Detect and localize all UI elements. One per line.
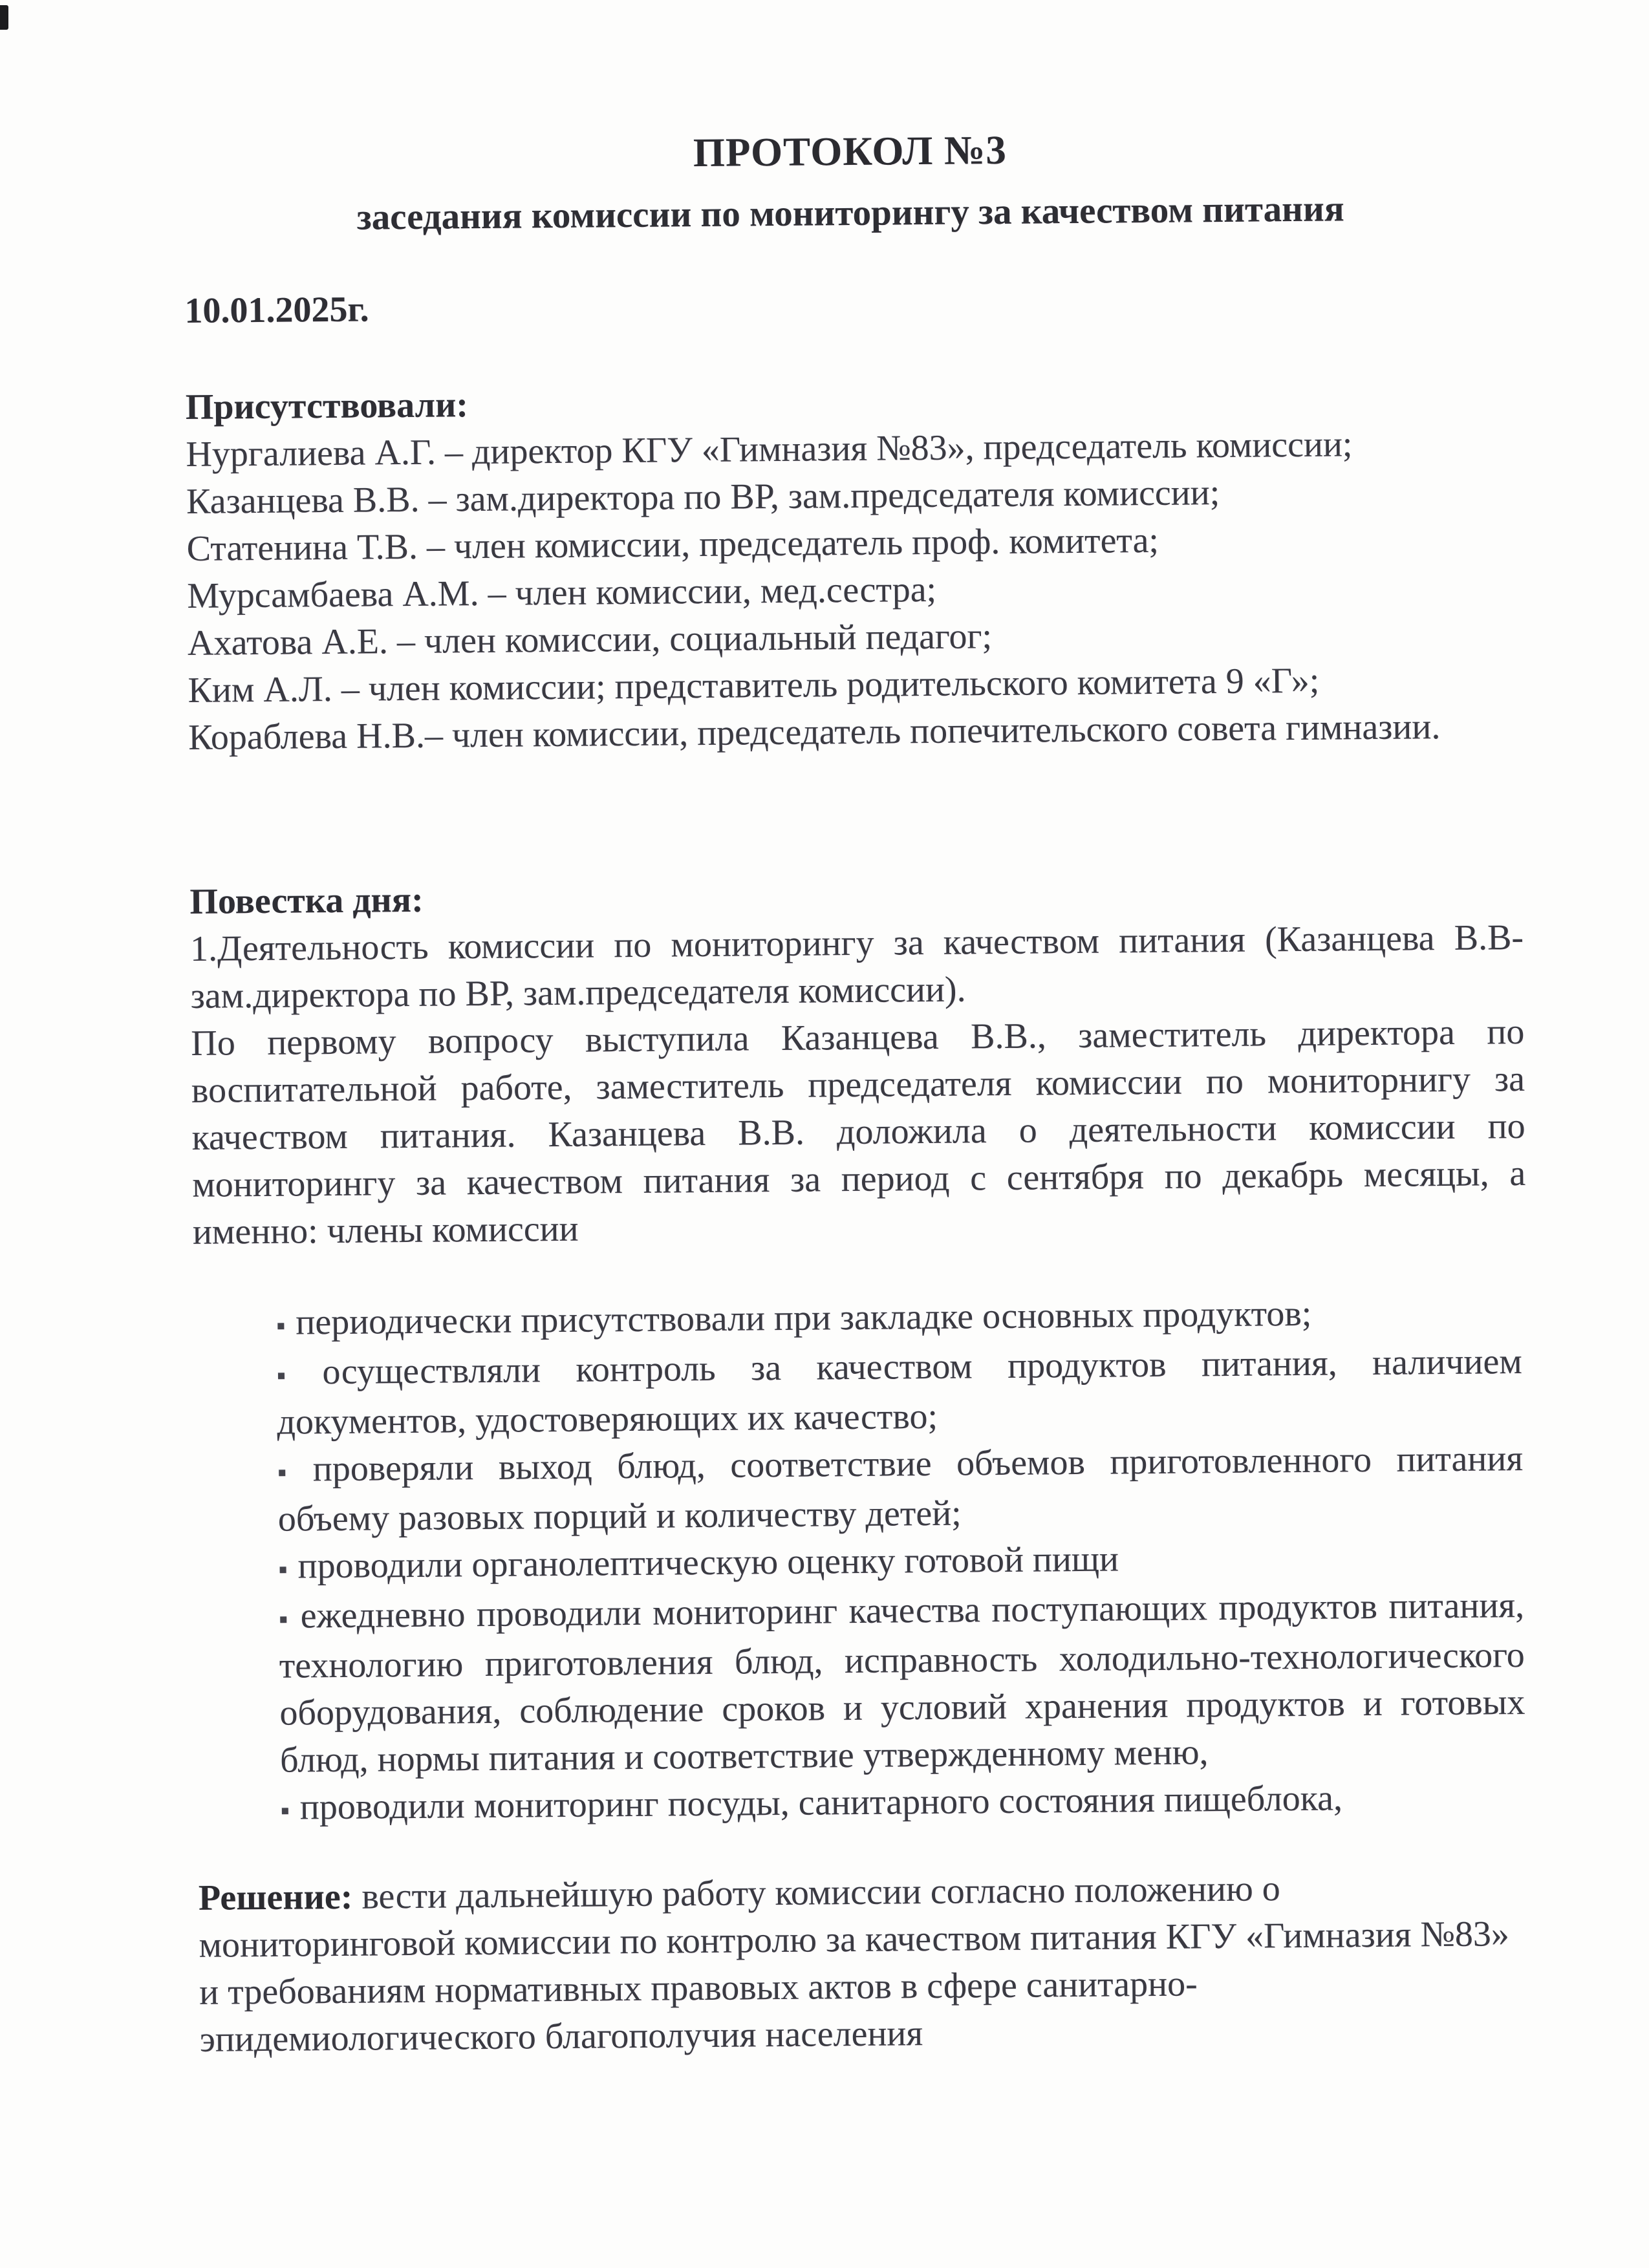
decision-paragraph [199, 1863, 1533, 2064]
bullet-item [280, 1773, 1526, 1834]
decision-text: вести дальнейшую работу комиссии согласно положению о мониторинговой комиссии по контролю за качеством питания КГУ «Гимназия №83» и требованиям нормативных правовых актов в сфере санитарно-эпидемиологического благополучия населения [199, 1868, 1510, 2060]
square-bullet-icon: ▪ [280, 1795, 290, 1825]
attendee-line: Казанцева В.В. – зам.директора по ВР, зам.председателя комиссии; [186, 473, 1220, 522]
scan-artifact [0, 5, 8, 30]
decision-label: Решение: [198, 1876, 353, 1918]
bullet-item-text: проверяли выход блюд, соответствие объемов приготовленного питания объему разовых порций и количеству детей; [277, 1438, 1524, 1539]
square-bullet-icon: ▪ [278, 1604, 291, 1634]
attendees-heading: Присутствовали: [185, 385, 469, 427]
document-title: ПРОТОКОЛ №3 [693, 127, 1008, 176]
bullet-item [277, 1435, 1524, 1543]
attendee-line: Кораблева Н.В.– член комиссии, председатель попечительского совета гимназии. [188, 707, 1441, 758]
bullet-item-text: ежедневно проводили мониторинг качества поступающих продуктов питания, технологию приготовления блюд, исправность холодильно-технологического оборудования, соблюдение сроков и условий хранения продуктов и готовых блюд, нормы питания и соответствие утвержденному меню, [279, 1585, 1525, 1781]
bullet-list [276, 1289, 1526, 1834]
bullet-item-text: периодически присутствовали при закладке основных продуктов; [296, 1293, 1312, 1343]
document-date: 10.01.2025г. [184, 289, 369, 331]
square-bullet-icon: ▪ [278, 1554, 288, 1584]
square-bullet-icon: ▪ [276, 1360, 312, 1390]
bullet-item [277, 1338, 1523, 1446]
agenda-heading: Повестка дня: [189, 879, 424, 922]
square-bullet-icon: ▪ [275, 1311, 286, 1340]
attendee-line: Ким А.Л. – член комиссии; представитель родительского комитета 9 «Г»; [188, 660, 1320, 711]
attendee-line: Статенина Т.В. – член комиссии, председатель проф. комитета; [186, 520, 1159, 569]
agenda-item: 1.Деятельность комиссии по мониторингу за качеством питания (Казанцева В.В- зам.директора по ВР, зам.председателя комиссии). [189, 917, 1524, 1016]
document-content [183, 114, 1533, 2064]
attendee-line: Нургалиева А.Г. – директор КГУ «Гимназия №83», председатель комиссии; [186, 424, 1353, 475]
square-bullet-icon: ▪ [277, 1457, 303, 1487]
bullet-item-text: проводили органолептическую оценку готовой пищи [297, 1539, 1119, 1587]
bullet-item [279, 1582, 1526, 1784]
intro-paragraph: По первому вопросу выступила Казанцева В.В., заместитель директора по воспитательной работе, заместитель председателя комиссии по мониторнигу за качеством питания. Казанцева В.В. доложила о деятельности комиссии по мониторингу за качеством питания за период с сентября по декабрь месяцы, а именно: члены комиссии [191, 1011, 1526, 1252]
bullet-item-text: проводили мониторинг посуды, санитарного состояния пищеблока, [299, 1778, 1343, 1828]
document-subtitle: заседания комиссии по мониторингу за качеством питания [356, 188, 1344, 238]
attendee-line: Мурсамбаева А.М. – член комиссии, мед.сестра; [187, 569, 937, 616]
attendees-list [186, 420, 1522, 762]
bullet-item-text: осуществляли контроль за качеством продуктов питания, наличием документов, удостоверяющих их качество; [277, 1342, 1523, 1442]
attendee-line: Ахатова А.Е. – член комиссии, социальный педагог; [187, 616, 993, 663]
